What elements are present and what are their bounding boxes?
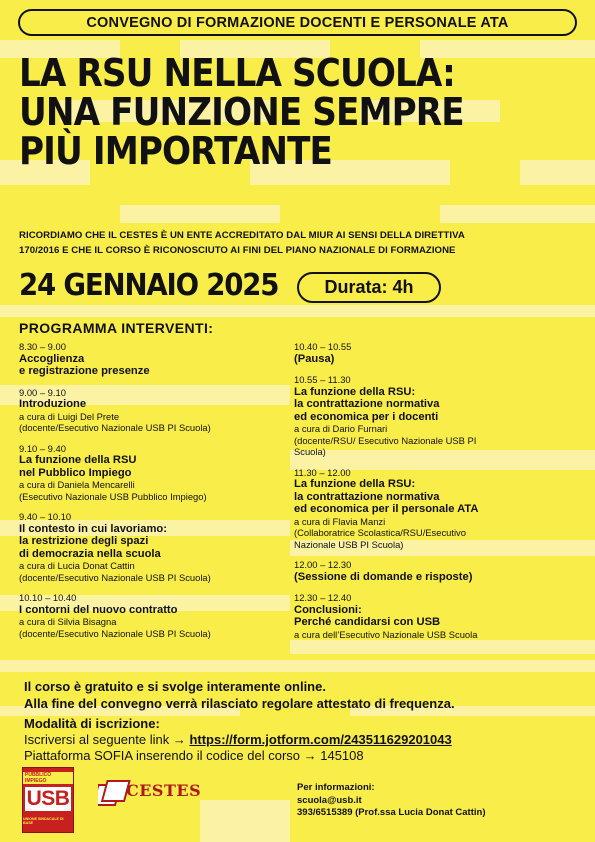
program-entry-time: 12.00 – 12.30 (294, 559, 352, 570)
program-entry-role: (Collaboratrice Scolastica/RSU/Esecutivo (294, 527, 466, 538)
program-entry-role: (docente/Esecutivo Nazionale USB PI Scuola) (19, 422, 211, 433)
program-entry-title: Perché candidarsi con USB (294, 616, 441, 628)
program-entry-time: 10.40 – 10.55 (294, 341, 352, 352)
program-entry-time: 9.40 – 10.10 (19, 511, 72, 522)
registration-link-prefix: Iscriversi al seguente link → (24, 732, 190, 747)
program-entry (294, 467, 564, 551)
certificate-text: Alla fine del convegno verrà rilasciato regolare attestato di frequenza. (24, 696, 455, 711)
program-entry (19, 592, 289, 639)
program-entry-speaker: a cura di Lucia Donat Cattin (19, 560, 135, 571)
title-line-2: UNA FUNZIONE SEMPRE (19, 90, 464, 134)
usb-logo-main: USB (26, 787, 70, 810)
sofia-platform-line: Piattaforma SOFIA inserendo il codice del corso → 145108 (24, 748, 364, 763)
title-line-3: PIÙ IMPORTANTE (19, 129, 333, 173)
program-entry-time: 10.10 – 10.40 (19, 592, 77, 603)
event-banner-text: CONVEGNO DI FORMAZIONE DOCENTI E PERSONALE ATA (86, 14, 509, 31)
program-entry-speaker: a cura di Silvia Bisagna (19, 616, 117, 627)
program-entry-role: (Esecutivo Nazionale USB Pubblico Impiego) (19, 490, 207, 502)
program-entry-title: nel Pubblico Impiego (19, 466, 132, 479)
program-entry-role: (docente/Esecutivo Nazionale USB PI Scuola) (19, 571, 211, 583)
contact-title: Per informazioni: (297, 782, 375, 793)
duration-badge (297, 272, 441, 303)
program-entry-speaker: a cura di Daniela Mencarelli (19, 479, 135, 490)
program-entry (19, 443, 289, 503)
program-entry-title: I contorni del nuovo contratto (19, 603, 178, 616)
program-entry-title: ed economica per il personale ATA (294, 503, 479, 515)
registration-details (24, 732, 584, 764)
program-entry (19, 341, 289, 378)
usb-logo-top: PUBBLICO IMPIEGO (23, 772, 73, 784)
intro-line-2: 170/2016 E CHE IL CORSO È RICONOSCIUTO AI FINI DEL PIANO NAZIONALE DI FORMAZIONE (19, 245, 456, 256)
program-entry-title: la contrattazione normativa (294, 490, 440, 503)
usb-logo (22, 767, 74, 833)
program-entry-time: 10.55 – 11.30 (294, 374, 351, 385)
program-title: PROGRAMMA INTERVENTI: (19, 320, 214, 336)
program-entry-speaker: a cura dell’Esecutivo Nazionale USB Scuola (294, 628, 478, 640)
contact-email[interactable]: scuola@usb.it (297, 794, 362, 806)
program-entry-title: La funzione della RSU: (294, 385, 416, 398)
program-entry (294, 592, 564, 640)
title-line-1: LA RSU NELLA SCUOLA: (19, 51, 455, 95)
event-banner (18, 9, 577, 36)
program-entry-title: La funzione della RSU (19, 454, 137, 466)
course-free-text: Il corso è gratuito e si svolge interamente online. (24, 679, 326, 694)
program-entry (294, 374, 564, 458)
program-entry-title: Accoglienza (19, 352, 85, 365)
program-entry-time: 8.30 – 9.00 (19, 341, 66, 352)
usb-logo-bottom: UNIONE SINDACALE DI BASE (23, 817, 64, 825)
course-info (24, 678, 584, 712)
program-entry (294, 341, 564, 365)
program-entry-time: 9.00 – 9.10 (19, 386, 66, 398)
program-entry-role: (docente/Esecutivo Nazionale USB PI Scuola) (19, 627, 211, 639)
intro-text (19, 228, 579, 258)
registration-link[interactable]: https://form.jotform.com/243511629201043 (189, 732, 452, 747)
program-entry-speaker: a cura di Flavia Manzi (294, 515, 386, 527)
registration-title: Modalità di iscrizione: (24, 716, 160, 731)
program-entry-title: ed economica per i docenti (294, 410, 439, 423)
contact-info (297, 782, 577, 820)
program-column-left (19, 341, 289, 648)
intro-line-1: RICORDIAMO CHE IL CESTES È UN ENTE ACCREDITATO DAL MIUR AI SENSI DELLA DIRETTIVA (19, 230, 465, 241)
program-entry-title: Il contesto in cui lavoriamo: (19, 522, 167, 535)
registration-link-line (24, 732, 584, 748)
program-entry-time: 9.10 – 9.40 (19, 442, 66, 454)
program-entry-title: Introduzione (19, 398, 87, 410)
cestes-logo (98, 779, 202, 809)
program-entry-title: la restrizione degli spazi (19, 535, 149, 547)
program-column-right (294, 341, 564, 649)
program-entry-role: (docente/RSU/ Esecutivo Nazionale USB PI (294, 434, 477, 446)
program-entry-time: 11.30 – 12.00 (294, 466, 351, 478)
duration-text: Durata: 4h (324, 277, 414, 297)
program-entry-title: (Sessione di domande e risposte) (294, 570, 473, 583)
contact-phone: 393/6515389 (Prof.ssa Lucia Donat Cattin) (297, 807, 486, 818)
program-entry (19, 387, 289, 434)
program-entry-role: Nazionale USB PI Scuola) (294, 538, 404, 550)
program-entry-title: Conclusioni: (294, 603, 362, 616)
program-entry-title: la contrattazione normativa (294, 398, 440, 410)
program-entry (19, 511, 289, 583)
program-entry-title: La funzione della RSU: (294, 478, 416, 490)
event-date: 24 GENNAIO 2025 (19, 268, 279, 303)
program-entry-role: Scuola) (294, 446, 326, 457)
program-entry-speaker: a cura di Dario Furnari (294, 423, 388, 434)
program-entry-time: 12.30 – 12.40 (294, 592, 352, 603)
main-title (19, 51, 523, 173)
program-entry-speaker: a cura di Luigi Del Prete (19, 410, 120, 422)
program-entry (294, 559, 564, 583)
program-entry-title: di democrazia nella scuola (19, 547, 161, 560)
program-entry-title: (Pausa) (294, 352, 335, 365)
program-entry-title: e registrazione presenze (19, 365, 150, 377)
cestes-logo-text: CESTES (126, 781, 202, 800)
